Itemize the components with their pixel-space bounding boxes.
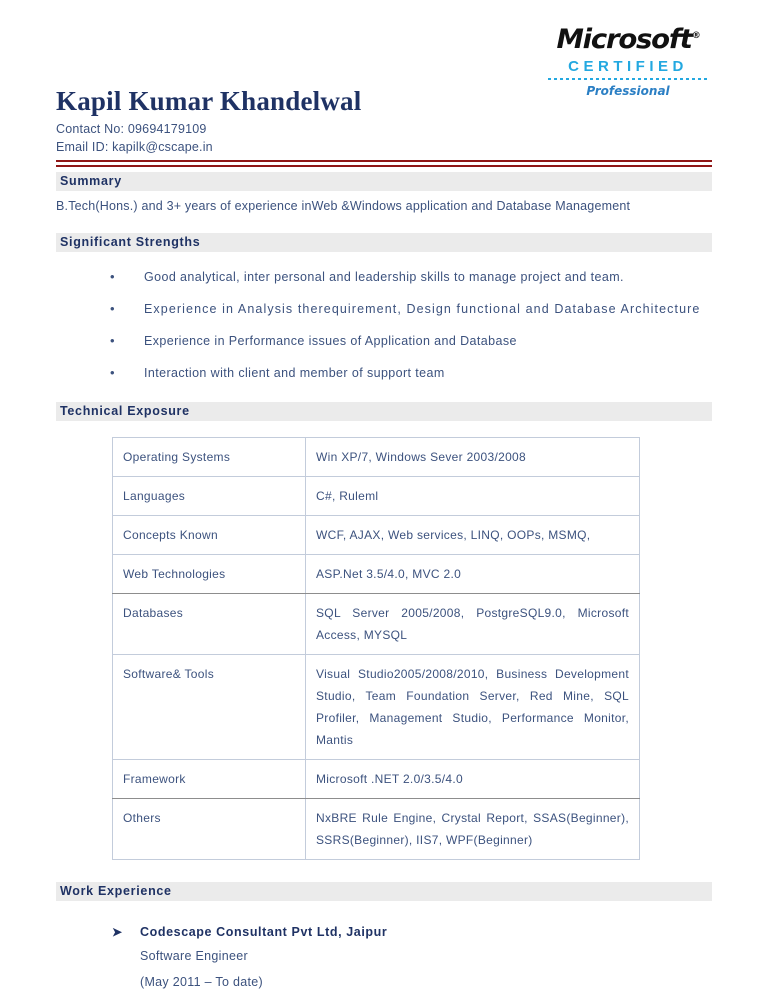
- table-cell-label: Databases: [113, 594, 306, 655]
- table-cell-label: Framework: [113, 760, 306, 799]
- table-cell-label: Languages: [113, 477, 306, 516]
- table-cell-value: Visual Studio2005/2008/2010, Business Development Studio, Team Foundation Server, Red Mine, SQL Profiler, Management Studio, Performance Monitor, Mantis: [306, 655, 640, 760]
- table-cell-value: SQL Server 2005/2008, PostgreSQL9.0, Microsoft Access, MYSQL: [306, 594, 640, 655]
- contact-phone: Contact No: 09694179109: [56, 122, 207, 136]
- microsoft-certified-logo: [548, 26, 708, 97]
- table-cell-label: Web Technologies: [113, 555, 306, 594]
- list-item: • Good analytical, inter personal and leadership skills to manage project and team.: [104, 266, 712, 288]
- table-cell-value: ASP.Net 3.5/4.0, MVC 2.0: [306, 555, 640, 594]
- table-cell-label: Operating Systems: [113, 438, 306, 477]
- table-cell-value: WCF, AJAX, Web services, LINQ, OOPs, MSMQ,: [306, 516, 640, 555]
- resume-header: [48, 0, 720, 154]
- work-entry: [112, 921, 712, 995]
- divider-line-bottom: [56, 165, 712, 167]
- work-date-range: (May 2011 – To date): [140, 975, 263, 989]
- table-row: [113, 760, 640, 799]
- table-row: [113, 655, 640, 760]
- table-cell-label: Others: [113, 799, 306, 860]
- work-company-name: Codescape Consultant Pvt Ltd, Jaipur: [140, 925, 388, 939]
- table-row: [113, 438, 640, 477]
- technical-exposure-table: [112, 437, 640, 860]
- table-row: [113, 555, 640, 594]
- table-cell-label: Software& Tools: [113, 655, 306, 760]
- registered-trademark-icon: ®: [691, 31, 700, 41]
- section-header-work-experience: Work Experience: [56, 882, 712, 901]
- candidate-name: Kapil Kumar Khandelwal: [56, 86, 362, 116]
- table-cell-value: NxBRE Rule Engine, Crystal Report, SSAS(Beginner), SSRS(Beginner), IIS7, WPF(Beginner): [306, 799, 640, 860]
- certified-wordmark: CERTIFIED: [568, 58, 688, 75]
- section-header-technical-exposure: Technical Exposure: [56, 402, 712, 421]
- table-row: [113, 594, 640, 655]
- header-divider: [56, 160, 712, 167]
- table-cell-value: C#, Ruleml: [306, 477, 640, 516]
- list-item: • Interaction with client and member of support team: [104, 362, 712, 384]
- arrow-bullet-icon: ➤: [112, 925, 123, 939]
- work-experience-list: [48, 921, 720, 995]
- work-job-title: Software Engineer: [140, 949, 248, 963]
- microsoft-wordmark: Microsoft®: [556, 24, 700, 55]
- table-cell-value: Microsoft .NET 2.0/3.5/4.0: [306, 760, 640, 799]
- table-row: [113, 799, 640, 860]
- table-cell-label: Concepts Known: [113, 516, 306, 555]
- dotted-divider-icon: [548, 78, 708, 80]
- list-item: • Experience in Performance issues of Application and Database: [104, 330, 712, 352]
- contact-email: Email ID: kapilk@cscape.in: [56, 140, 213, 154]
- section-header-strengths: Significant Strengths: [56, 233, 712, 252]
- strengths-list: [48, 266, 720, 384]
- table-row: [113, 516, 640, 555]
- table-cell-value: Win XP/7, Windows Sever 2003/2008: [306, 438, 640, 477]
- divider-line-top: [56, 160, 712, 162]
- table-row: [113, 477, 640, 516]
- list-item: • Experience in Analysis therequirement, Design functional and Database Architecture: [104, 298, 712, 320]
- section-header-summary: Summary: [56, 172, 712, 191]
- summary-text: B.Tech(Hons.) and 3+ years of experience inWeb &Windows application and Database Management: [56, 199, 631, 213]
- professional-wordmark: Professional: [586, 84, 670, 98]
